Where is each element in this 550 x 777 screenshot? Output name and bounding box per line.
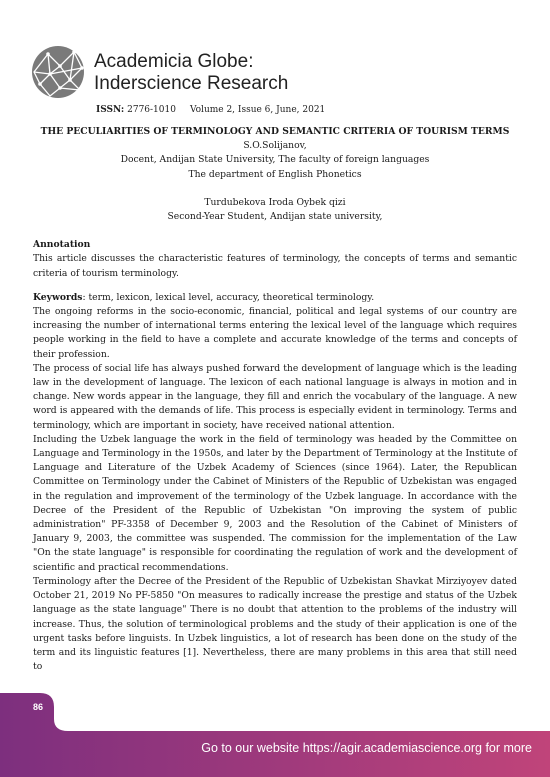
journal-name-line1: Academicia Globe: bbox=[94, 51, 254, 72]
keywords bbox=[33, 291, 517, 305]
issn-line bbox=[96, 105, 325, 115]
page-number: 86 bbox=[33, 702, 44, 712]
article-body bbox=[33, 125, 517, 674]
journal-logo-icon bbox=[30, 44, 86, 100]
journal-name bbox=[94, 51, 288, 95]
paragraph-4: Terminology after the Decree of the President of the Republic of Uzbekistan Shavkat Mirziyoyev dated October 21, 2019 No PF-5850 "On measures to radically increase the prestige and status of the Uzbek language as the state language" There is no doubt that attention to the problems of the industry will increase. Thus, the solution of terminological problems and the study of their application is one of the urgent tasks before linguists. In Uzbek linguistics, a lot of research has been done on the study of the term and its linguistic features [1]. Nevertheless, there are many problems in this area that still need to bbox=[33, 575, 517, 673]
paragraph-1: The ongoing reforms in the socio-economic, financial, political and legal systems of our country are increasing the number of international terms entering the lexical level of the language which requires people working in the field to have a complete and accurate knowledge of the terms and concepts of their profession. bbox=[33, 306, 517, 360]
affiliation-1-line1: Docent, Andijan State University, The faculty of foreign languages bbox=[120, 154, 430, 166]
affiliation-1-line2: The department of English Phonetics bbox=[188, 168, 362, 180]
website-link[interactable]: Go to our website https://agir.academiascience.org for more bbox=[201, 741, 532, 755]
issn-label: ISSN: bbox=[96, 105, 125, 115]
affiliation-2: Second-Year Student, Andijan state university, bbox=[167, 211, 383, 223]
paragraph-3: Including the Uzbek language the work in the field of terminology was headed by the Committee on Language and Terminology in the 1950s, and later by the Department of Terminology at the Institute of Language and Literature of the Uzbek Academy of Sciences (since 1964). Later, the Republican Committee on Terminology under the Cabinet of Ministers of the Republic of Uzbekistan was engaged in the regulation and improvement of the terminology of the Uzbek language. In accordance with the Decree of the President of the Republic of Uzbekistan "On improving the system of public administration" PF-3358 of December 9, 2003 and the Resolution of the Cabinet of Ministers of January 9, 2003, the committee was suspended. The commission for the implementation of the Law "On the state language" is responsible for coordinating the regulation of work and the development of scientific and practical recommendations. bbox=[33, 433, 517, 573]
issn-value: 2776-1010 bbox=[124, 105, 176, 115]
author-2: Turdubekova Iroda Oybek qizi bbox=[204, 196, 346, 208]
keywords-text: : term, lexicon, lexical level, accuracy, theoretical terminology. bbox=[82, 291, 375, 303]
article-title: THE PECULIARITIES OF TERMINOLOGY AND SEMANTIC CRITERIA OF TOURISM TERMS bbox=[40, 126, 510, 137]
paragraph-2: The process of social life has always pushed forward the development of language which is the leading law in the development of language. The lexicon of each national language is always in motion and in change. New words appear in the language, they fill and enrich the vocabulary of the language. A new word is appeared with the demands of life. This process is especially evident in terminology. Terms and terminology, which are important in society, have received national attention. bbox=[33, 362, 517, 431]
annotation-text: This article discusses the characteristic features of terminology, the concepts of terms and semantic criteria of tourism terminology. bbox=[33, 253, 517, 279]
author-1: S.O.Solijanov, bbox=[243, 140, 307, 152]
annotation-heading: Annotation bbox=[33, 239, 91, 251]
volume-info: Volume 2, Issue 6, June, 2021 bbox=[189, 105, 326, 115]
footer-banner bbox=[0, 693, 550, 777]
journal-name-line2: Inderscience Research bbox=[94, 73, 289, 94]
keywords-label: Keywords bbox=[33, 291, 83, 303]
